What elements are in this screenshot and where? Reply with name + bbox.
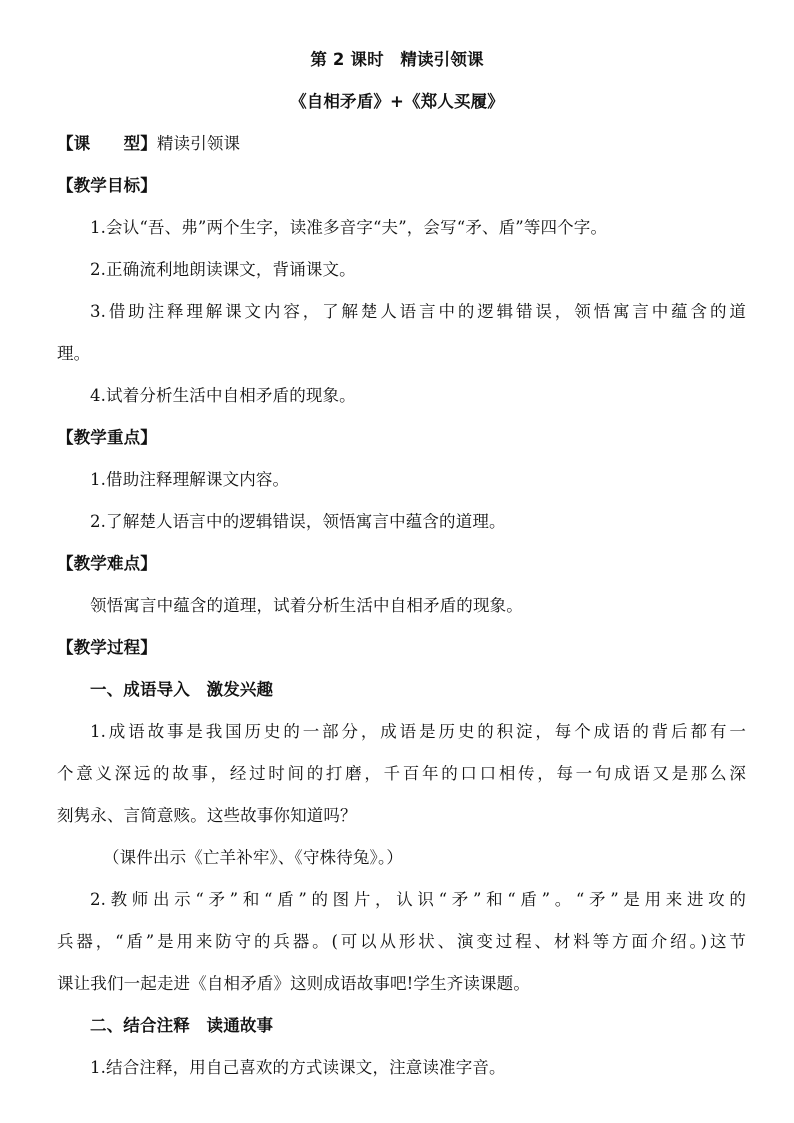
lesson-type-value: 精读引领课: [156, 134, 241, 153]
lesson-title: 第 2 课时 精读引领课: [310, 50, 484, 69]
key-point-item: 1.借助注释理解课文内容。: [90, 470, 290, 489]
objective-item: 4.试着分析生活中自相矛盾的现象。: [90, 386, 356, 405]
difficulties-text: 领悟寓言中蕴含的道理，试着分析生活中自相矛盾的现象。: [90, 596, 523, 615]
lesson-type-row: [57, 132, 746, 156]
key-point-item: 2.了解楚人语言中的逻辑错误，领悟寓言中蕴含的道理。: [90, 512, 506, 531]
paragraph-line: 刻隽永、言简意赅。这些故事你知道吗？: [57, 806, 357, 825]
objective-item: 2.正确流利地朗读课文，背诵课文。: [90, 260, 356, 279]
difficulties-heading: 【教学难点】: [57, 554, 157, 573]
paragraph-line: 课让我们一起走进《自相矛盾》这则成语故事吧!学生齐读课题。: [57, 974, 530, 993]
key-points-heading: 【教学重点】: [57, 428, 157, 447]
lesson-subtitle: 《自相矛盾》+《郑人买履》: [290, 92, 504, 111]
paragraph-line: 2.教师出示“矛”和“盾”的图片，认识“矛”和“盾”。“矛”是用来进攻的: [90, 890, 746, 909]
objective-item: 3.借助注释理解课文内容，了解楚人语言中的逻辑错误，领悟寓言中蕴含的道: [90, 302, 746, 321]
section-title: 一、成语导入 激发兴趣: [90, 680, 274, 699]
lesson-type-label: 【课 型】: [57, 134, 157, 153]
courseware-note: （课件出示《亡羊补牢》、《守株待兔》。）: [103, 848, 403, 867]
paragraph-line: 1.结合注释，用自己喜欢的方式读课文，注意读准字音。: [90, 1058, 506, 1077]
paragraph-line: 1.成语故事是我国历史的一部分，成语是历史的积淀，每个成语的背后都有一: [90, 722, 746, 741]
process-heading: 【教学过程】: [57, 638, 157, 657]
section-title: 二、结合注释 读通故事: [90, 1016, 274, 1035]
objectives-heading: 【教学目标】: [57, 176, 157, 195]
paragraph-line: 个意义深远的故事，经过时间的打磨，千百年的口口相传，每一句成语又是那么深: [57, 764, 746, 783]
objective-item-continued: 理。: [57, 344, 91, 363]
objective-item: 1.会认“吾、弗”两个生字，读准多音字“夫”，会写“矛、盾”等四个字。: [90, 218, 608, 237]
paragraph-line: 兵器，“盾”是用来防守的兵器。(可以从形状、演变过程、材料等方面介绍。)这节: [57, 932, 746, 951]
